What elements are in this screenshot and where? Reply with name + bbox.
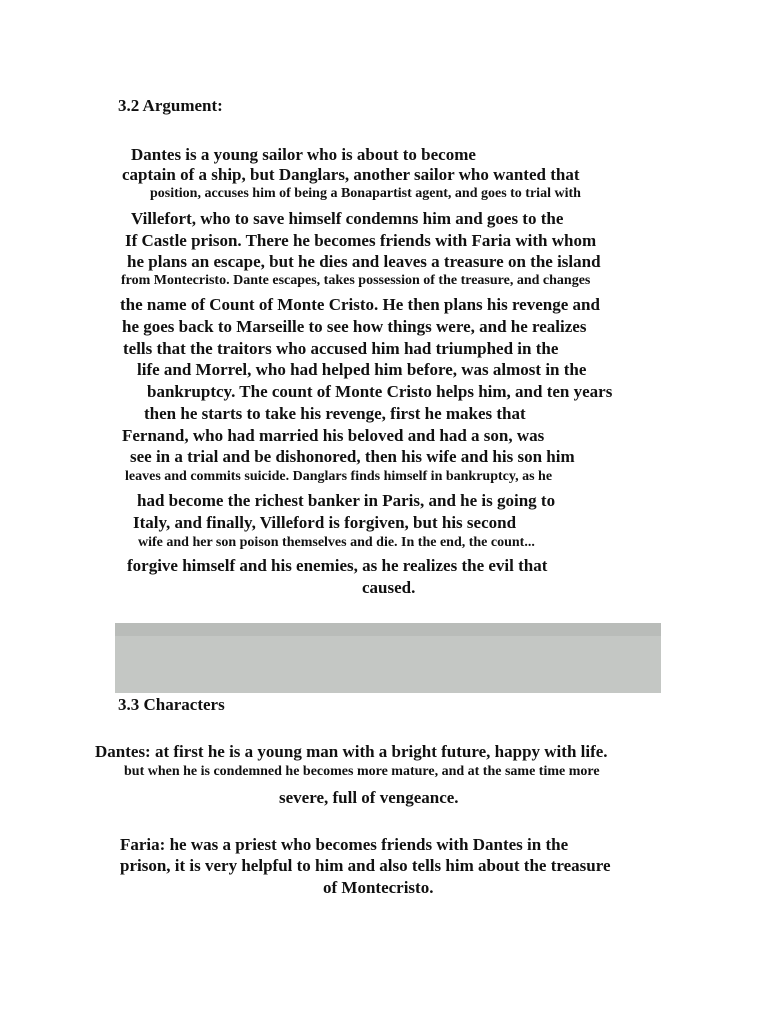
text-line: life and Morrel, who had helped him before, was almost in the	[137, 360, 587, 379]
text-line: Fernand, who had married his beloved and had a son, was	[122, 426, 545, 445]
text-line: then he starts to take his revenge, first he makes that	[144, 404, 526, 423]
text-line: severe, full of vengeance.	[279, 788, 459, 807]
text-line: Villefort, who to save himself condemns him and goes to the	[131, 209, 564, 228]
text-line: If Castle prison. There he becomes friends with Faria with whom	[125, 231, 597, 250]
text-line: Faria: he was a priest who becomes friends with Dantes in the	[120, 835, 569, 854]
text-line: had become the richest banker in Paris, and he is going to	[137, 491, 556, 510]
text-line: tells that the traitors who accused him had triumphed in the	[123, 339, 559, 358]
text-line: forgive himself and his enemies, as he realizes the evil that	[127, 556, 548, 575]
text-line: wife and her son poison themselves and die. In the end, the count...	[138, 535, 535, 550]
gray-box-top-strip	[115, 623, 661, 636]
text-line: leaves and commits suicide. Danglars finds himself in bankruptcy, as he	[125, 469, 553, 484]
text-line: Dantes: at first he is a young man with a bright future, happy with life.	[95, 742, 608, 761]
text-line: the name of Count of Monte Cristo. He then plans his revenge and	[120, 295, 600, 314]
text-line: he goes back to Marseille to see how things were, and he realizes	[122, 317, 587, 336]
text-line: see in a trial and be dishonored, then his wife and his son him	[130, 447, 575, 466]
text-line: but when he is condemned he becomes more mature, and at the same time more	[124, 764, 600, 779]
text-line: position, accuses him of being a Bonapartist agent, and goes to trial with	[150, 186, 581, 201]
text-line: prison, it is very helpful to him and also tells him about the treasure	[120, 856, 611, 875]
gray-placeholder-box	[115, 623, 661, 693]
text-line: Dantes is a young sailor who is about to become	[131, 145, 476, 164]
text-line: he plans an escape, but he dies and leaves a treasure on the island	[127, 252, 601, 271]
text-line: from Montecristo. Dante escapes, takes possession of the treasure, and changes	[121, 273, 591, 288]
text-line: of Montecristo.	[323, 878, 434, 897]
section-heading-characters: 3.3 Characters	[118, 695, 225, 714]
section-heading-argument: 3.2 Argument:	[118, 96, 223, 115]
text-line: bankruptcy. The count of Monte Cristo helps him, and ten years	[147, 382, 613, 401]
text-line: Italy, and finally, Villeford is forgiven, but his second	[133, 513, 517, 532]
text-line: captain of a ship, but Danglars, another sailor who wanted that	[122, 165, 580, 184]
text-line: caused.	[362, 578, 416, 597]
